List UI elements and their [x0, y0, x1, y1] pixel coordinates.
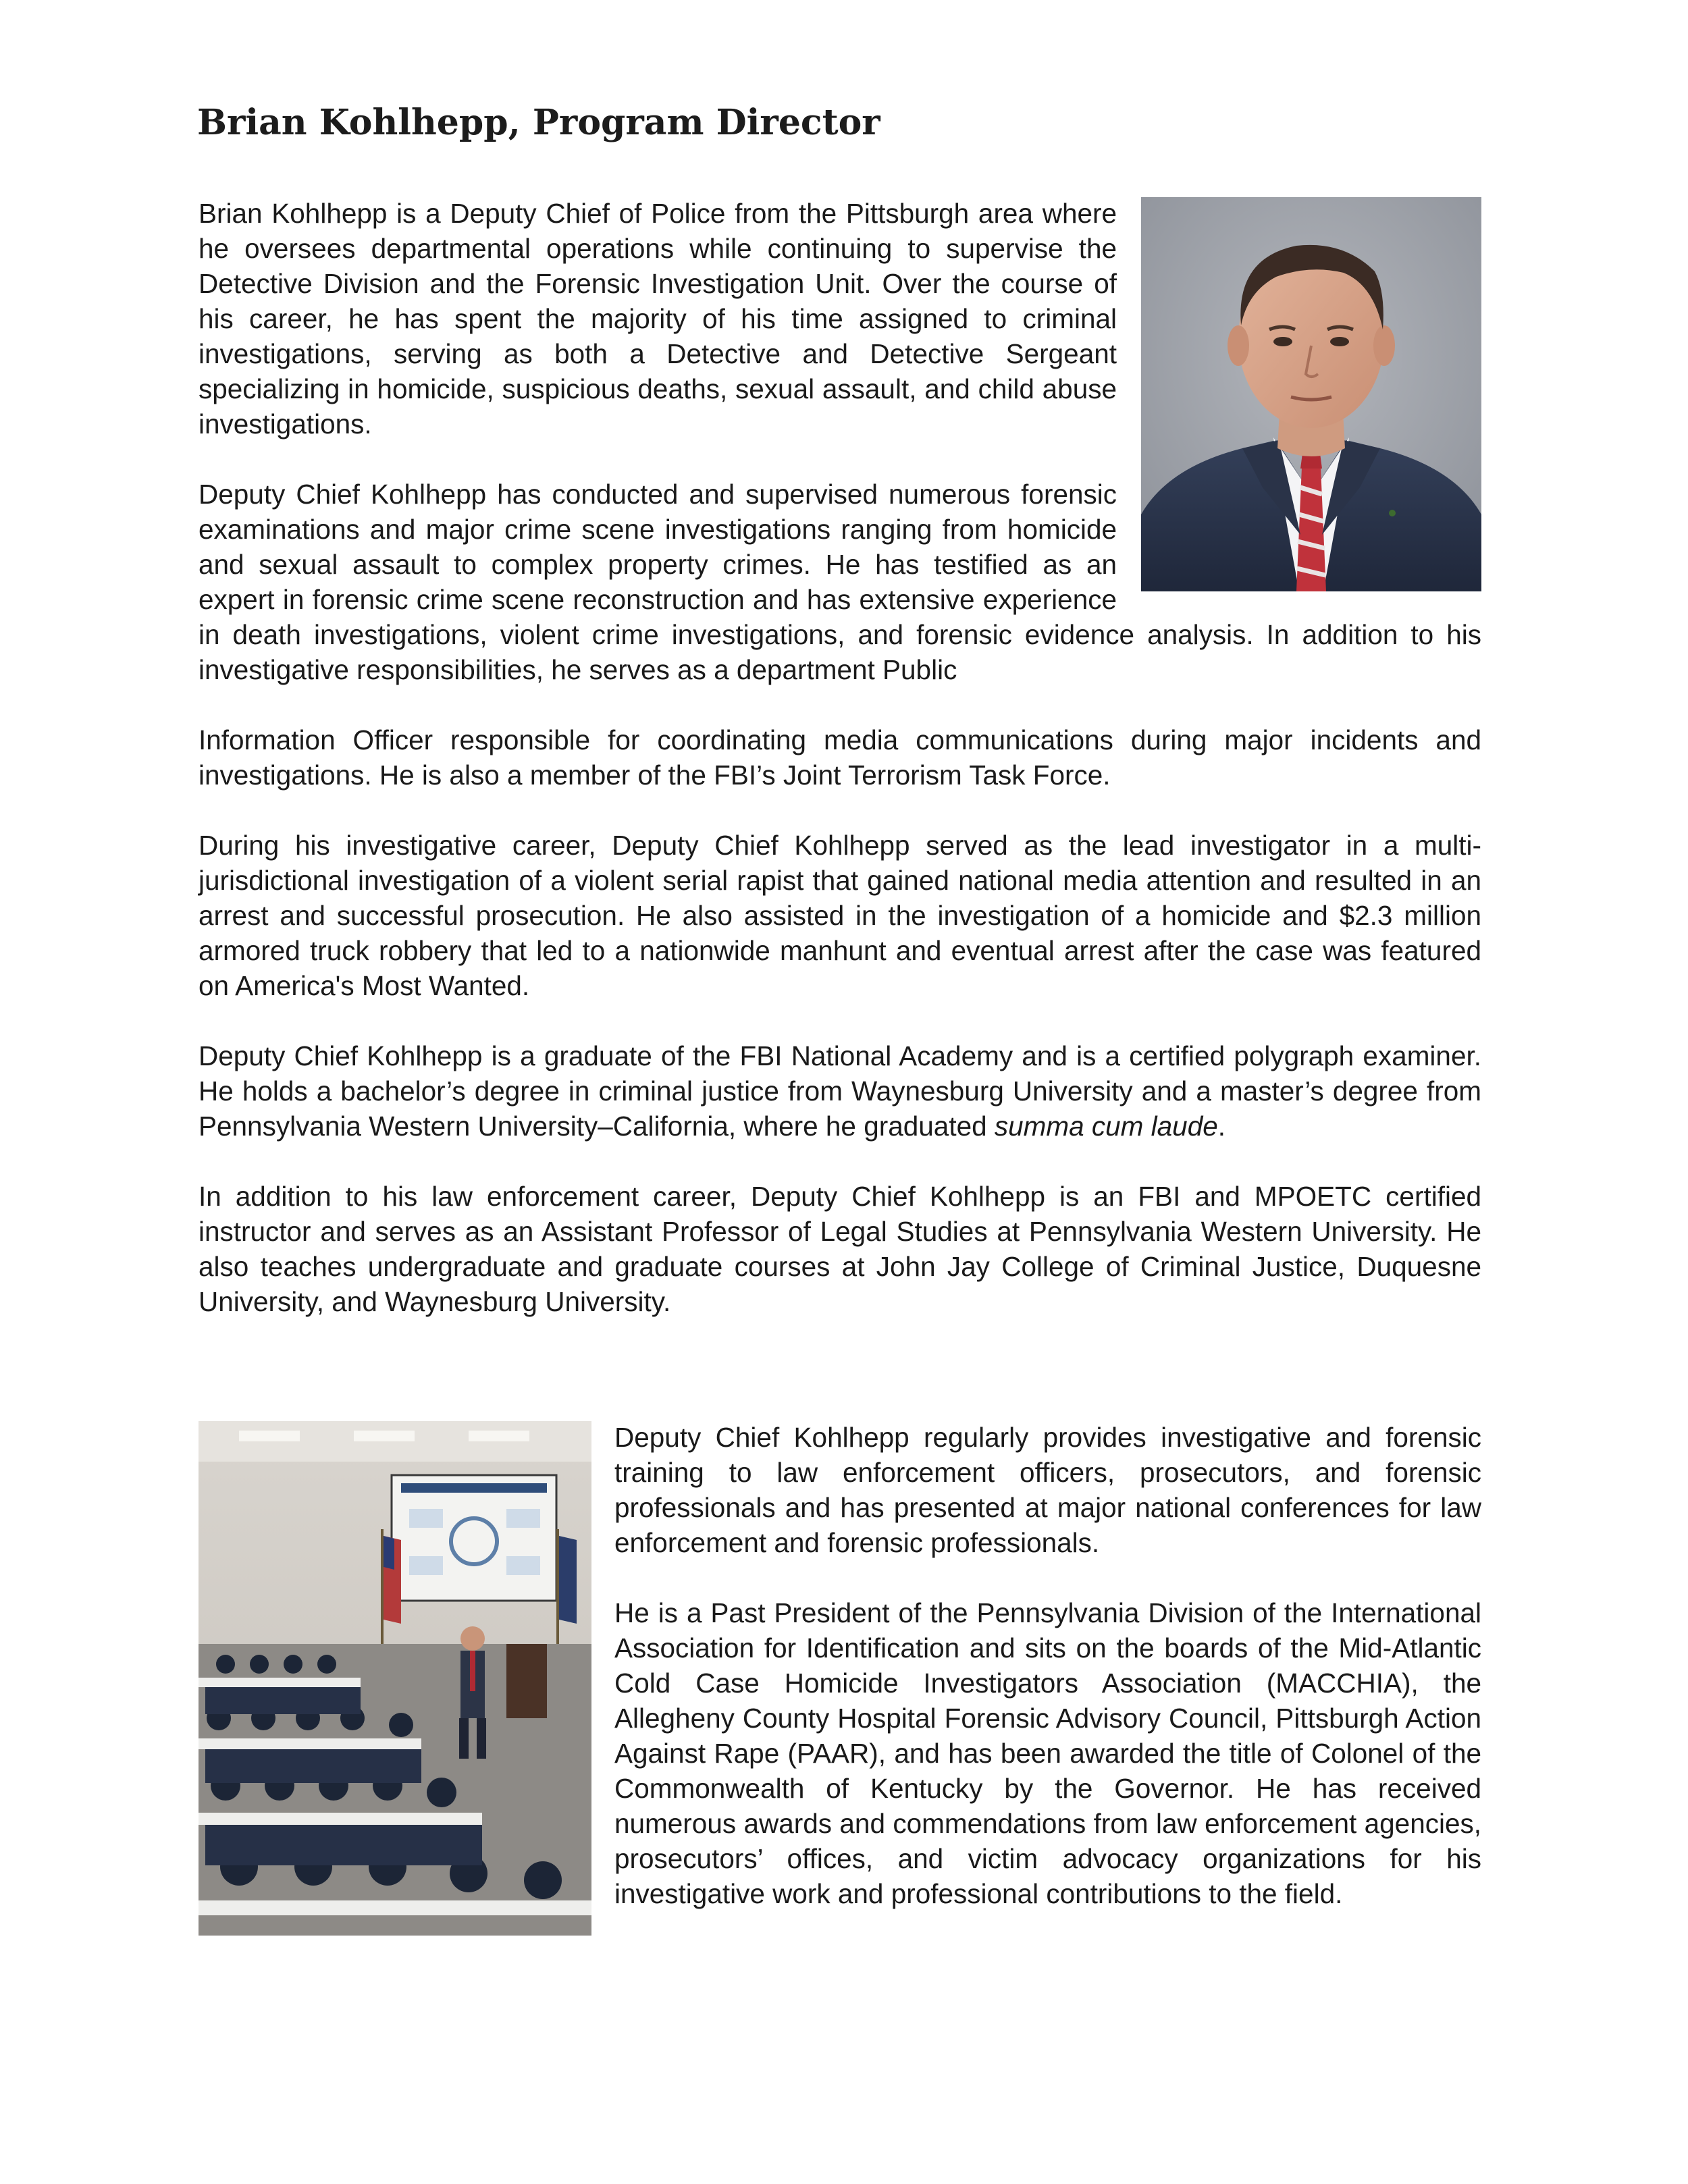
portrait-illustration [1141, 197, 1481, 591]
bio-paragraph-2: Deputy Chief Kohlhepp has conducted and supervised numerous forensic examinations and major crime scene investigations ranging from homicide and sexual assault to complex property crimes. He has testified as an expert in forensic crime scene reconstruction and has extensive experience in death investigations, violent crime investigations, and forensic evidence analysis. In addition to his investigative responsibilities, he serves as a department Public [199, 479, 1481, 685]
portrait-photo-icon [1141, 197, 1481, 591]
classroom-illustration [199, 1421, 591, 1936]
bio-paragraph-1: Brian Kohlhepp is a Deputy Chief of Police from the Pittsburgh area where he oversees departmental operations while continuing to supervise the Detective Division and the Forensic Investigation Unit. Over the course of his career, he has spent the majority of his time assigned to criminal investigations, serving as both a Detective and Detective Sergeant specializing in homicide, suspicious deaths, sexual assault, and child abuse investigations. [199, 198, 1117, 440]
bio-bottom-section [199, 1420, 1481, 1949]
classroom-training-photo-icon [199, 1421, 591, 1936]
bio-paragraph-5-end: . [1217, 1111, 1226, 1142]
bio-paragraph-5-text: Deputy Chief Kohlhepp is a graduate of the FBI National Academy and is a certified polygraph examiner. He holds a bachelor’s degree in criminal justice from Waynesburg University and a master’s degree from Pennsylvania Western University–California, where he graduated [199, 1040, 1481, 1142]
bio-paragraph-3: Information Officer responsible for coordinating media communications during major incidents and investigations. He is also a member of the FBI’s Joint Terrorism Task Force. [199, 724, 1481, 791]
bio-paragraph-7: Deputy Chief Kohlhepp regularly provides investigative and forensic training to law enforcement officers, prosecutors, and forensic professionals and has presented at major national conferences for law enforcement and forensic professionals. [614, 1422, 1481, 1558]
bio-paragraph-4: During his investigative career, Deputy Chief Kohlhepp served as the lead investigator in a multi-jurisdictional investigation of a violent serial rapist that gained national media attention and resulted in an arrest and successful prosecution. He also assisted in the investigation of a homicide and $2.3 million armored truck robbery that led to a nationwide manhunt and eventual arrest after the case was featured on America's Most Wanted. [199, 830, 1481, 1001]
bio-paragraph-6: In addition to his law enforcement career, Deputy Chief Kohlhepp is an FBI and MPOETC certified instructor and serves as an Assistant Professor of Legal Studies at Pennsylvania Western University. He also teaches undergraduate and graduate courses at John Jay College of Criminal Justice, Duquesne University, and Waynesburg University. [199, 1181, 1481, 1317]
bio-paragraph-8: He is a Past President of the Pennsylvania Division of the International Association for Identification and sits on the boards of the Mid-Atlantic Cold Case Homicide Investigators Association (MACCHIA), the Allegheny County Hospital Forensic Advisory Council, Pittsburgh Action Against Rape (PAAR), and has been awarded the title of Colonel of the Commonwealth of Kentucky by the Governor. He has received numerous awards and commendations from law enforcement agencies, prosecutors’ offices, and victim advocacy organizations for his investigative work and professional contributions to the field. [614, 1597, 1481, 1909]
page-title: Brian Kohlhepp, Program Director [197, 102, 880, 143]
bio-body [199, 196, 1481, 1354]
bio-paragraph-5 [199, 1038, 1481, 1144]
honors-text: summa cum laude [994, 1111, 1218, 1142]
